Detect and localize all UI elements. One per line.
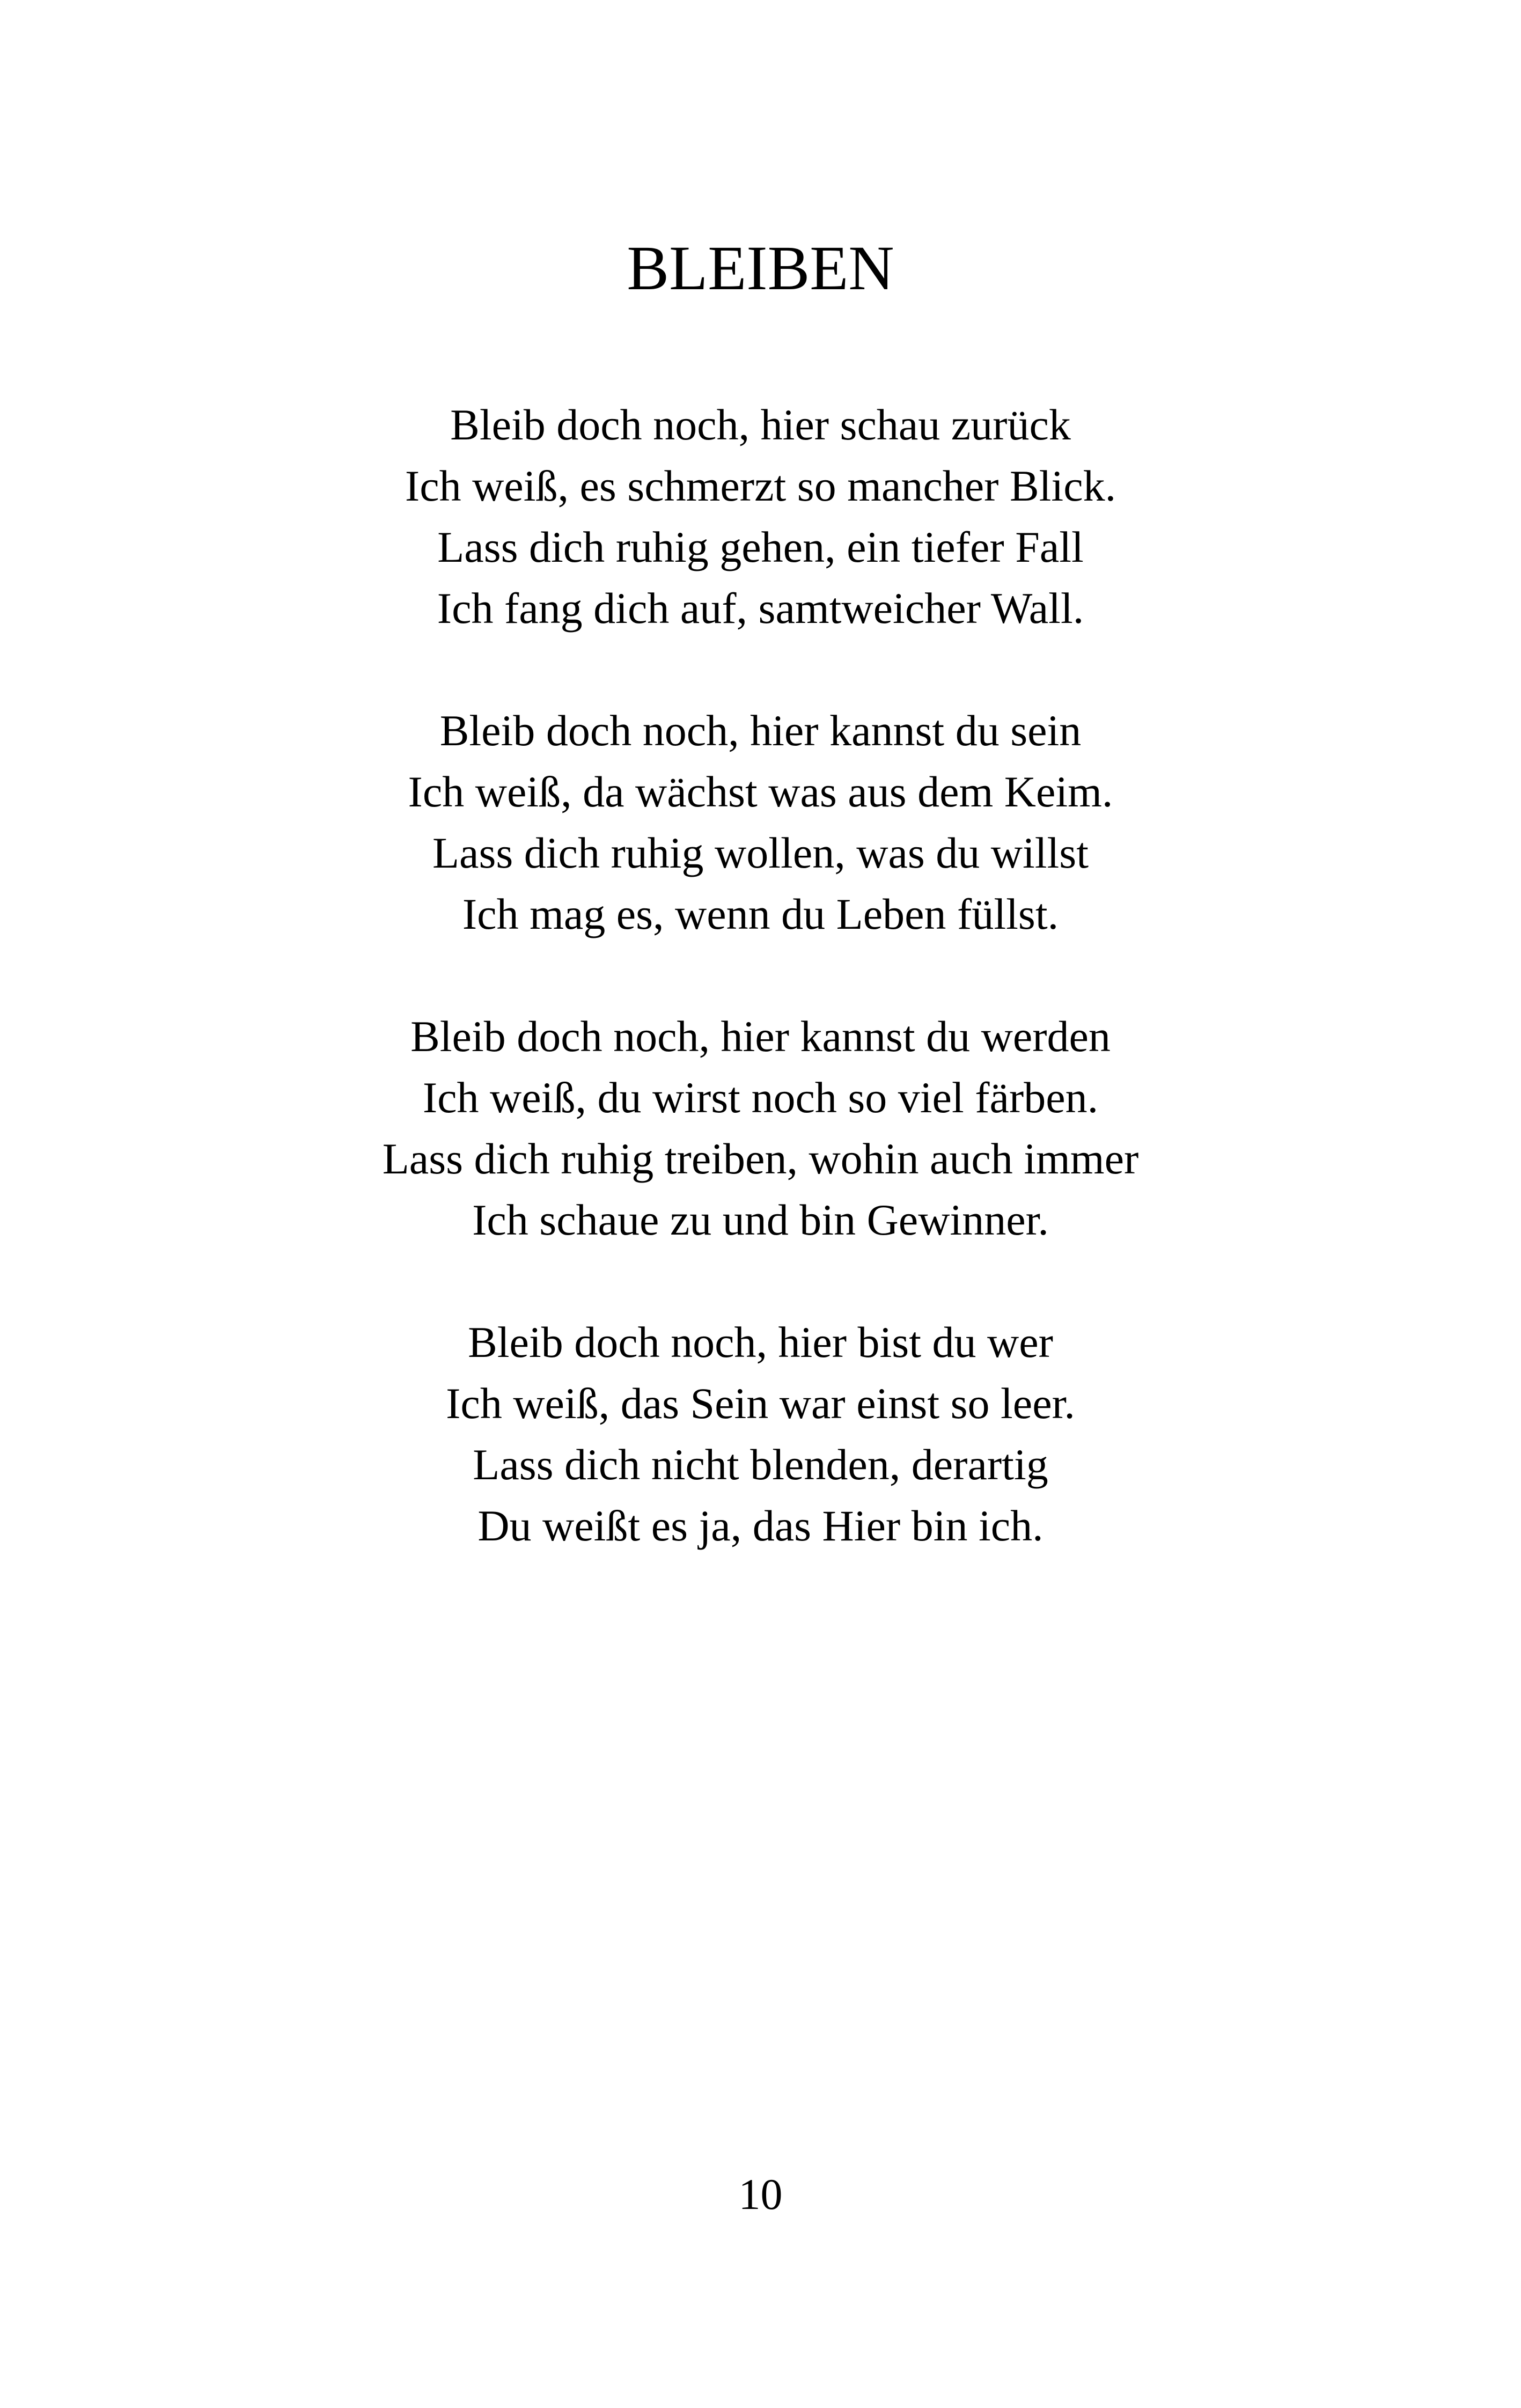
stanza-2 bbox=[0, 700, 1521, 945]
poem-line: Lass dich ruhig wollen, was du willst bbox=[432, 828, 1089, 877]
page-number: 10 bbox=[738, 2170, 783, 2219]
poem-line: Ich mag es, wenn du Leben füllst. bbox=[462, 890, 1059, 938]
poem-line: Bleib doch noch, hier kannst du sein bbox=[439, 706, 1082, 755]
poem-line: Ich weiß, das Sein war einst so leer. bbox=[446, 1379, 1075, 1428]
poem-line: Bleib doch noch, hier schau zurück bbox=[450, 400, 1071, 449]
poem-line: Ich fang dich auf, samtweicher Wall. bbox=[437, 584, 1084, 633]
poem-line: Bleib doch noch, hier bist du wer bbox=[468, 1318, 1053, 1367]
poem-line: Ich weiß, du wirst noch so viel färben. bbox=[422, 1073, 1099, 1122]
poem-body bbox=[0, 394, 1521, 1618]
poem-line: Ich schaue zu und bin Gewinner. bbox=[472, 1195, 1049, 1244]
poem-line: Lass dich ruhig gehen, ein tiefer Fall bbox=[437, 523, 1084, 571]
poem-line: Lass dich nicht blenden, derartig bbox=[473, 1440, 1048, 1489]
poem-title: BLEIBEN bbox=[627, 233, 894, 303]
stanza-1 bbox=[0, 394, 1521, 639]
poem-line: Du weißt es ja, das Hier bin ich. bbox=[477, 1501, 1044, 1550]
poem-line: Ich weiß, da wächst was aus dem Keim. bbox=[408, 767, 1113, 816]
poem-line: Bleib doch noch, hier kannst du werden bbox=[410, 1012, 1111, 1061]
poem-line: Ich weiß, es schmerzt so mancher Blick. bbox=[405, 461, 1116, 510]
poem-line: Lass dich ruhig treiben, wohin auch immer bbox=[382, 1134, 1139, 1183]
stanza-3 bbox=[0, 1006, 1521, 1251]
stanza-4 bbox=[0, 1312, 1521, 1557]
